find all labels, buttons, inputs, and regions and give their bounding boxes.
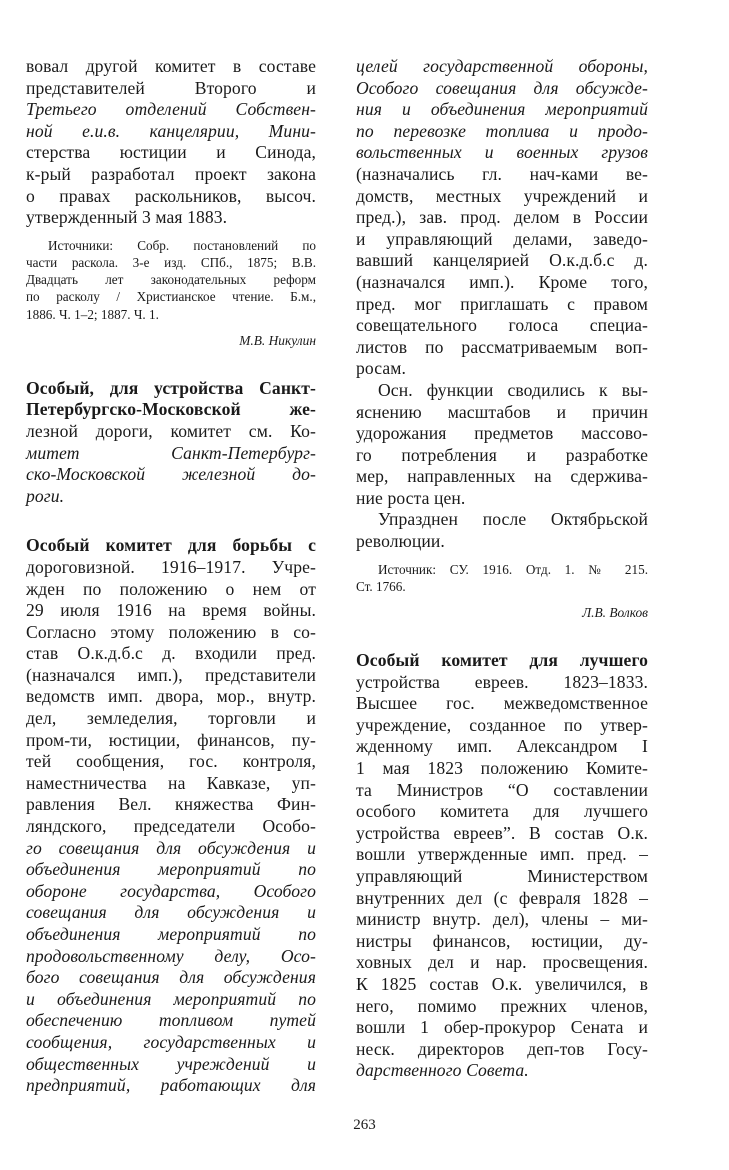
text-line: к-рый разработал проект закона — [26, 163, 316, 184]
text-line: росам. — [356, 358, 406, 379]
text-line: пром-ти, юстиции, финансов, пу- — [26, 729, 316, 750]
text-line: внутренних дел (с февраля 1828 – — [356, 887, 648, 908]
text-line: по перевозке топлива и продо- — [356, 120, 648, 141]
entry-heading-line: Петербургско-Московской же- — [26, 399, 316, 420]
text-line: К 1825 состав О.к. увеличился, в — [356, 973, 648, 994]
text-line: и управляющий делами, заведо- — [356, 228, 648, 249]
author-signature: М.В. Никулин — [239, 332, 316, 348]
text-line: него, помимо прежних членов, — [356, 995, 648, 1016]
entry-jews-committee — [356, 650, 648, 1082]
text-line: (назначался имп.). Кроме того, — [356, 271, 648, 292]
text-line: сообщения, государственных и — [26, 1031, 316, 1052]
text-line: вошли утвержденные имп. пред. – — [356, 844, 648, 865]
source-line: 1886. Ч. 1–2; 1887. Ч. 1. — [26, 306, 159, 322]
text-line: тей сообщения, гос. контроля, — [26, 751, 316, 772]
text-line: представителей Второго и — [26, 77, 316, 98]
text-line: общественных учреждений и — [26, 1053, 316, 1074]
left-column — [26, 56, 316, 1097]
text-line: вольственных и военных грузов — [356, 142, 648, 163]
entry-heading-line: лезной дороги, комитет см. Ко- — [26, 420, 316, 441]
source-line: Источники: Собр. постановлений по — [48, 237, 316, 253]
text-line: став О.к.д.б.с д. входили пред. — [26, 643, 316, 664]
text-line: бого совещания для обсуждения — [26, 967, 316, 988]
page-number: 263 — [353, 1117, 376, 1133]
text-line: учреждение, созданное по утвер- — [356, 714, 648, 735]
text-line: удорожания предметов массово- — [356, 423, 648, 444]
sources-block — [356, 561, 648, 595]
text-line: объединения мероприятий по — [26, 859, 316, 880]
text-line: та Министров “О составлении — [356, 779, 648, 800]
text-line: мер, направленных на сдержива- — [356, 466, 648, 487]
source-line: Двадцать лет законодательных реформ — [26, 272, 316, 288]
text-line: ведомств имп. двора, мор., внутр. — [26, 686, 316, 707]
entry-high-prices-committee — [26, 535, 316, 1096]
entry-heading-line: Особый, для устройства Санкт- — [26, 377, 316, 398]
text-line: стерства юстиции и Синода, — [26, 142, 316, 163]
text-line: яснению масштабов и причин — [356, 401, 648, 422]
text-line: Осн. функции сводились к вы- — [378, 379, 648, 400]
text-line: ния и объединения мероприятий — [356, 99, 648, 120]
text-line: пред.), зав. прод. делом в России — [356, 207, 648, 228]
text-line: го совещания для обсуждения и — [26, 837, 316, 858]
text-line: совещательного голоса специа- — [356, 315, 648, 336]
text-line: Согласно этому положению в со- — [26, 621, 316, 642]
text-line: Высшее гос. межведомственное — [356, 693, 648, 714]
text-line: неск. директоров деп-тов Госу- — [356, 1038, 648, 1059]
entry-heading-line: Особый комитет для лучшего — [356, 650, 648, 671]
text-line: домств, местных учреждений и — [356, 185, 648, 206]
text-line: жденному имп. Александром I — [356, 736, 648, 757]
source-line: Ст. 1766. — [356, 578, 406, 594]
text-line: особого комитета для лучшего — [356, 801, 648, 822]
text-line: и объединения мероприятий по — [26, 988, 316, 1009]
text-line: вовал другой комитет в составе — [26, 56, 316, 76]
text-line: совещания для обсуждения и — [26, 902, 316, 923]
text-line: целей государственной обороны, — [356, 56, 648, 76]
text-line: 29 июля 1916 на время войны. — [26, 600, 316, 621]
source-line: части раскола. 3-е изд. СПб., 1875; В.В. — [26, 254, 316, 270]
text-line: дарственного Совета. — [356, 1060, 529, 1081]
text-line: Упразднен после Октябрьской — [378, 509, 648, 530]
text-line: жден по положению о нем от — [26, 578, 316, 599]
text-line: (назначались гл. нач-ками ве- — [356, 163, 648, 184]
sources-block — [26, 237, 316, 323]
text-line: обороне государства, Особого — [26, 880, 316, 901]
source-line: по расколу / Христианское чтение. Б.м., — [26, 289, 316, 305]
text-line: наместничества на Кавказе, уп- — [26, 772, 316, 793]
text-line: Особого совещания для обсужде- — [356, 77, 648, 98]
text-line: ляндского, председатели Особо- — [26, 816, 316, 837]
text-line: вавший канцелярией О.к.д.б.с д. — [356, 250, 648, 271]
text-line: революции. — [356, 531, 445, 552]
text-line: устройства евреев”. В состав О.к. — [356, 822, 648, 843]
text-line: листов по рассматриваемым воп- — [356, 336, 648, 357]
author-signature: Л.В. Волков — [582, 605, 648, 621]
text-line: равления Вел. княжества Фин- — [26, 794, 316, 815]
entry-continuation-right — [356, 56, 648, 553]
text-line: ние роста цен. — [356, 487, 466, 508]
cross-reference-line: роги. — [26, 485, 65, 506]
entry-continuation — [26, 56, 316, 229]
text-line: объединения мероприятий по — [26, 924, 316, 945]
text-line: 1 мая 1823 положению Комите- — [356, 758, 648, 779]
text-line: управляющий Министерством — [356, 866, 648, 886]
text-line: о правах раскольников, высоч. — [26, 185, 316, 206]
text-line: Третьего отделений Собствен- — [26, 99, 316, 120]
text-line: дел, земледелия, торговли и — [26, 708, 316, 729]
text-line: ховных дел и нар. просвещения. — [356, 952, 648, 973]
text-line: вошли 1 обер-прокурор Сената и — [356, 1017, 648, 1038]
source-line: Источник: СУ. 1916. Отд. 1. № 215. — [378, 561, 648, 577]
text-line: утвержденный 3 мая 1883. — [26, 207, 228, 228]
entry-heading-line: Особый комитет для борьбы с — [26, 535, 316, 556]
cross-reference-line: митет Санкт-Петербург- — [26, 442, 316, 463]
text-line: нистры финансов, юстиции, ду- — [356, 930, 648, 951]
text-line: продовольственному делу, Осо- — [26, 945, 316, 966]
text-line: пред. мог приглашать с правом — [356, 293, 648, 314]
entry-heading-line: дороговизной. 1916–1917. Учре- — [26, 556, 316, 577]
text-line: предприятий, работающих для — [26, 1075, 316, 1096]
text-line: обеспечению топливом путей — [26, 1010, 316, 1031]
cross-reference-line: ско-Московской железной до- — [26, 464, 316, 485]
text-line: министр внутр. дел), члены – ми- — [356, 909, 648, 930]
right-column — [356, 56, 648, 1082]
entry-heading-line: устройства евреев. 1823–1833. — [356, 671, 648, 692]
entry-railway-committee — [26, 378, 316, 508]
text-line: ной е.и.в. канцелярии, Мини- — [26, 120, 316, 141]
text-line: (назначался имп.), представители — [26, 664, 316, 685]
text-line: го потребления и разработке — [356, 444, 648, 465]
